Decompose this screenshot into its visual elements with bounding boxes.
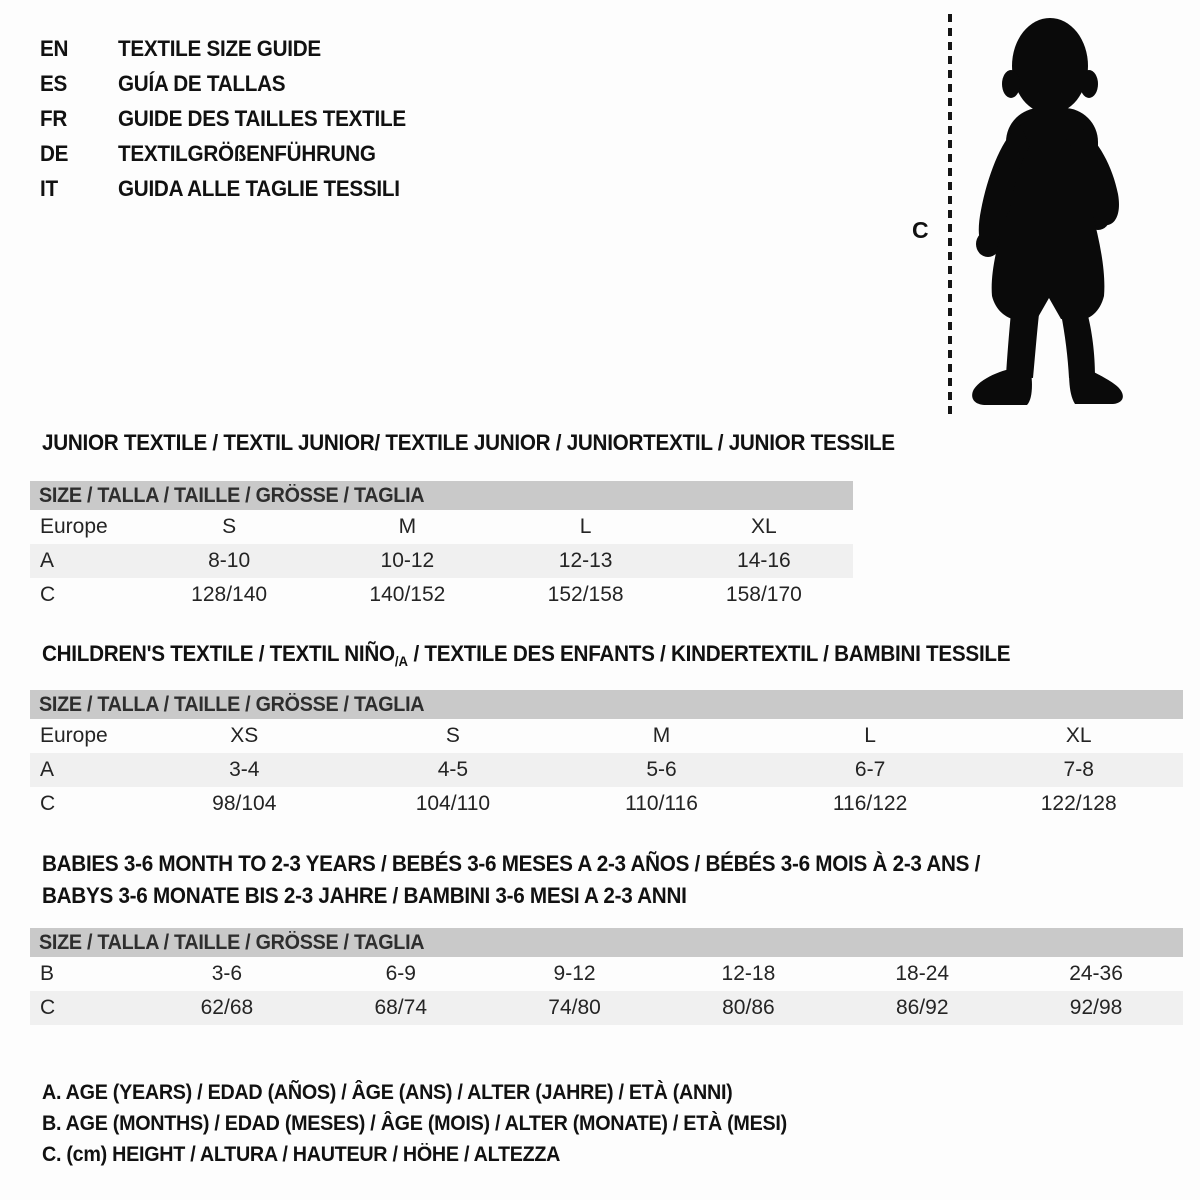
language-row-it — [40, 171, 424, 206]
age-cell: 4-5 — [437, 758, 469, 781]
table-row-age-months — [30, 957, 1183, 991]
row-label: A — [40, 549, 55, 572]
junior-size-header-bar — [30, 481, 853, 510]
measurement-legend — [42, 1077, 1200, 1170]
height-cell: 62/68 — [200, 996, 254, 1019]
row-label: B — [40, 962, 55, 985]
language-code: ES — [40, 70, 68, 96]
children-section-title — [42, 641, 1010, 669]
age-cell: 3-4 — [229, 758, 260, 781]
size-header-text: SIZE / TALLA / TAILLE / GRÖSSE / TAGLIA — [39, 931, 425, 954]
age-cell: 3-6 — [211, 962, 243, 985]
language-guide-title: TEXTILGRÖßENFÜHRUNG — [118, 140, 376, 166]
age-cell: 24-36 — [1069, 962, 1123, 985]
row-label: Europe — [40, 724, 108, 747]
size-cell: XS — [230, 724, 259, 747]
legend-line-b: B. AGE (MONTHS) / EDAD (MESES) / ÂGE (MOIS) / ALTER (MONATE) / ETÀ (MESI) — [42, 1112, 787, 1135]
toddler-silhouette-icon — [962, 16, 1134, 418]
table-row-height — [30, 787, 1183, 821]
height-cell: 68/74 — [374, 996, 428, 1019]
height-cell: 98/104 — [212, 792, 277, 815]
language-guide-title: GUIDA ALLE TAGLIE TESSILI — [118, 175, 400, 201]
height-cell: 140/152 — [369, 583, 446, 606]
table-row-age — [30, 753, 1183, 787]
size-header-text: SIZE / TALLA / TAILLE / GRÖSSE / TAGLIA — [39, 484, 425, 507]
children-title-text: CHILDREN'S TEXTILE / TEXTIL NIÑO — [42, 641, 395, 666]
table-row-europe — [30, 510, 853, 544]
babies-section-title-line2: BABYS 3-6 MONATE BIS 2-3 JAHRE / BAMBINI 3-6 MESI A 2-3 ANNI — [42, 883, 687, 908]
children-title-text: / TEXTILE DES ENFANTS / KINDERTEXTIL / BAMBINI TESSILE — [407, 641, 1011, 666]
legend-line-c: C. (cm) HEIGHT / ALTURA / HAUTEUR / HÖHE / ALTEZZA — [42, 1143, 561, 1166]
row-label: C — [40, 583, 56, 606]
height-cell: 152/158 — [547, 583, 624, 606]
legend-line-a: A. AGE (YEARS) / EDAD (AÑOS) / ÂGE (ANS) / ALTER (JAHRE) / ETÀ (ANNI) — [42, 1081, 733, 1104]
height-cell: 74/80 — [548, 996, 601, 1019]
language-code: EN — [40, 35, 69, 61]
language-guide-title: TEXTILE SIZE GUIDE — [118, 35, 321, 61]
table-row-height — [30, 991, 1183, 1025]
size-cell: M — [398, 515, 417, 538]
height-cell: 104/110 — [415, 792, 491, 815]
row-label: Europe — [40, 515, 108, 538]
height-measure-dashed-line — [948, 14, 952, 418]
age-cell: 14-16 — [737, 549, 791, 572]
row-label: C — [40, 792, 56, 815]
height-cell: 86/92 — [895, 996, 949, 1019]
row-label: A — [40, 758, 55, 781]
language-code: IT — [40, 175, 58, 201]
height-cell: 116/122 — [832, 792, 908, 815]
size-cell: L — [579, 515, 592, 538]
row-label: C — [40, 996, 56, 1019]
table-row-age — [30, 544, 853, 578]
height-cell: 158/170 — [725, 583, 802, 606]
age-cell: 9-12 — [553, 962, 596, 985]
table-row-europe — [30, 719, 1183, 753]
size-cell: S — [445, 724, 460, 747]
height-cell: 122/128 — [1040, 792, 1117, 815]
size-cell: S — [222, 515, 237, 538]
size-cell: XL — [751, 515, 777, 538]
age-cell: 5-6 — [646, 758, 677, 781]
size-cell: L — [864, 724, 876, 747]
size-header-text: SIZE / TALLA / TAILLE / GRÖSSE / TAGLIA — [39, 693, 425, 716]
table-row-height — [30, 578, 853, 612]
children-size-table — [30, 719, 1183, 821]
height-cell: 80/86 — [722, 996, 775, 1019]
height-cell: 128/140 — [191, 583, 268, 606]
language-guide-title: GUÍA DE TALLAS — [118, 70, 286, 96]
babies-size-header-bar — [30, 928, 1183, 957]
language-code: FR — [40, 105, 68, 131]
junior-size-table — [30, 510, 853, 612]
age-cell: 8-10 — [208, 549, 251, 572]
language-row-fr — [40, 101, 424, 136]
junior-section-title: JUNIOR TEXTILE / TEXTIL JUNIOR/ TEXTILE JUNIOR / JUNIORTEXTIL / JUNIOR TESSILE — [42, 430, 895, 455]
language-row-en — [40, 31, 424, 66]
language-title-list — [40, 31, 424, 206]
age-cell: 7-8 — [1063, 758, 1094, 781]
height-cell: 92/98 — [1069, 996, 1123, 1019]
age-cell: 10-12 — [380, 549, 435, 572]
language-code: DE — [40, 140, 69, 166]
size-cell: XL — [1065, 724, 1092, 747]
age-cell: 12-13 — [558, 549, 613, 572]
size-cell: M — [652, 724, 671, 747]
children-title-subscript: /A — [394, 653, 408, 669]
babies-section-title-line1: BABIES 3-6 MONTH TO 2-3 YEARS / BEBÉS 3-6 MESES A 2-3 AÑOS / BÉBÉS 3-6 MOIS À 2-3 ANS / — [42, 851, 981, 876]
language-row-es — [40, 66, 424, 101]
language-guide-title: GUIDE DES TAILLES TEXTILE — [118, 105, 406, 131]
height-measure-label: C — [912, 217, 929, 243]
age-cell: 12-18 — [721, 962, 776, 985]
height-cell: 110/116 — [625, 792, 698, 815]
babies-size-table — [30, 957, 1183, 1025]
age-cell: 6-9 — [385, 962, 416, 985]
age-cell: 18-24 — [895, 962, 950, 985]
children-size-header-bar — [30, 690, 1183, 719]
age-cell: 6-7 — [854, 758, 886, 781]
language-row-de — [40, 136, 424, 171]
